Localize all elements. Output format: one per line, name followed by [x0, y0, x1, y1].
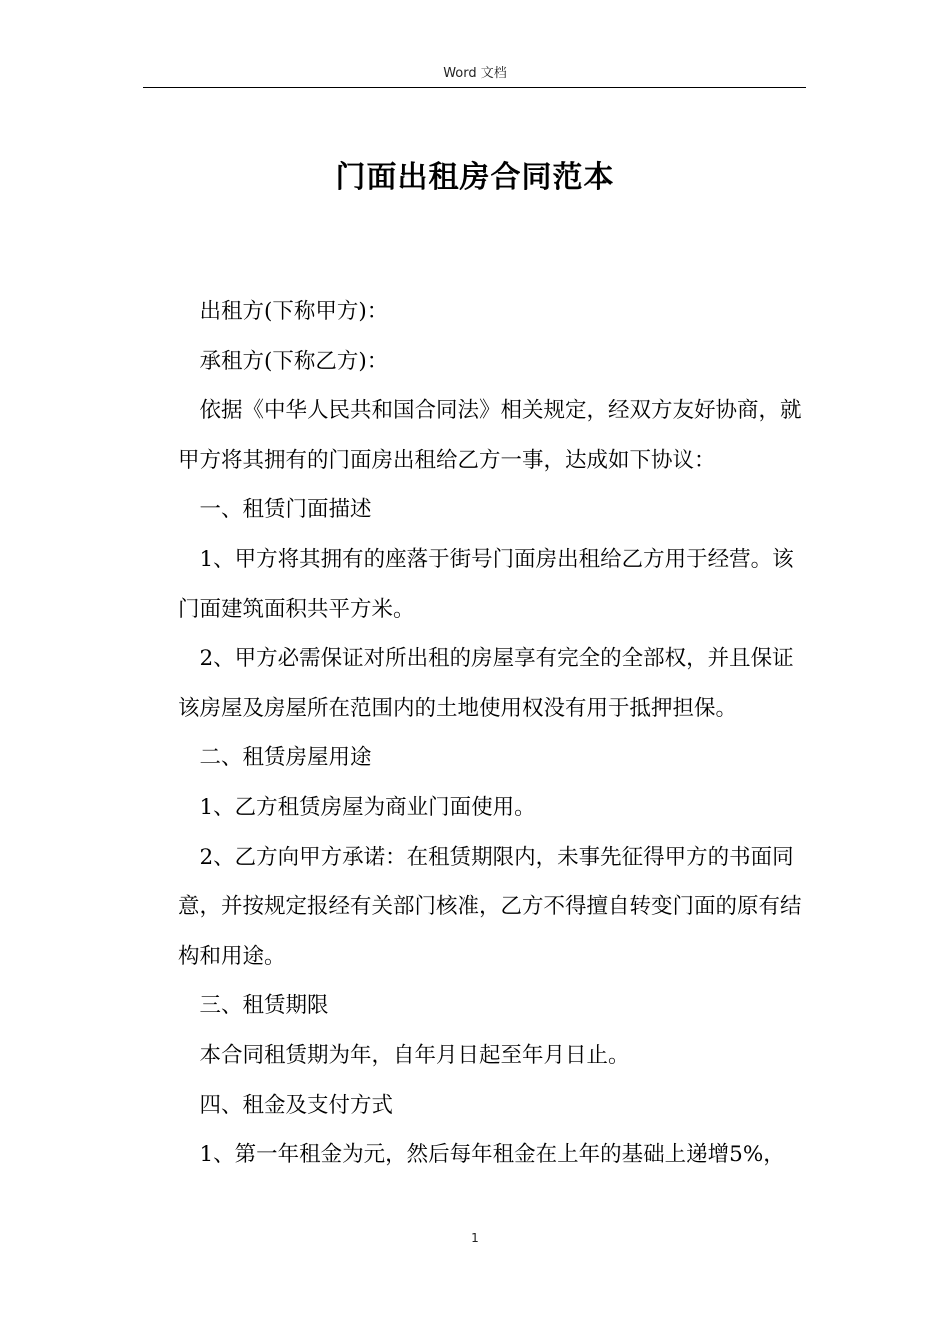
paragraph-clause: 2、甲方必需保证对所出租的房屋享有完全的全部权，并且保证该房屋及房屋所在范围内的土地使用权没有用于抵押担保。 [178, 646, 794, 721]
document-title: 门面出租房合同范本 [335, 160, 615, 195]
paragraph-clause: 2、乙方向甲方承诺：在租赁期限内，未事先征得甲方的书面同意，并按规定报经有关部门核准，乙方不得擅自转变门面的原有结构和用途。 [178, 844, 802, 969]
header-divider [143, 87, 806, 88]
paragraph-preamble: 依据《中华人民共和国合同法》相关规定，经双方友好协商，就甲方将其拥有的门面房出租给乙方一事，达成如下协议： [178, 398, 802, 473]
section-heading-rent: 四、租金及支付方式 [199, 1092, 394, 1118]
paragraph-lessor: 出租方(下称甲方)： [199, 299, 389, 324]
paragraph-clause: 1、甲方将其拥有的座落于街号门面房出租给乙方用于经营。该门面建筑面积共平方米。 [178, 546, 794, 622]
paragraph-clause: 1、乙方租赁房屋为商业门面使用。 [199, 794, 536, 820]
section-heading-description: 一、租赁门面描述 [199, 497, 372, 523]
section-heading-usage: 二、租赁房屋用途 [199, 745, 372, 771]
page-number: 1 [471, 1231, 479, 1245]
page-header: Word 文档 [443, 66, 507, 81]
paragraph-clause: 本合同租赁期为年，自年月日起至年月日止。 [199, 1042, 630, 1068]
section-heading-term: 三、租赁期限 [199, 993, 329, 1019]
paragraph-lessee: 承租方(下称乙方)： [199, 348, 389, 374]
paragraph-clause: 1、第一年租金为元，然后每年租金在上年的基础上递增5%， [199, 1142, 785, 1168]
document-body [178, 287, 808, 1180]
